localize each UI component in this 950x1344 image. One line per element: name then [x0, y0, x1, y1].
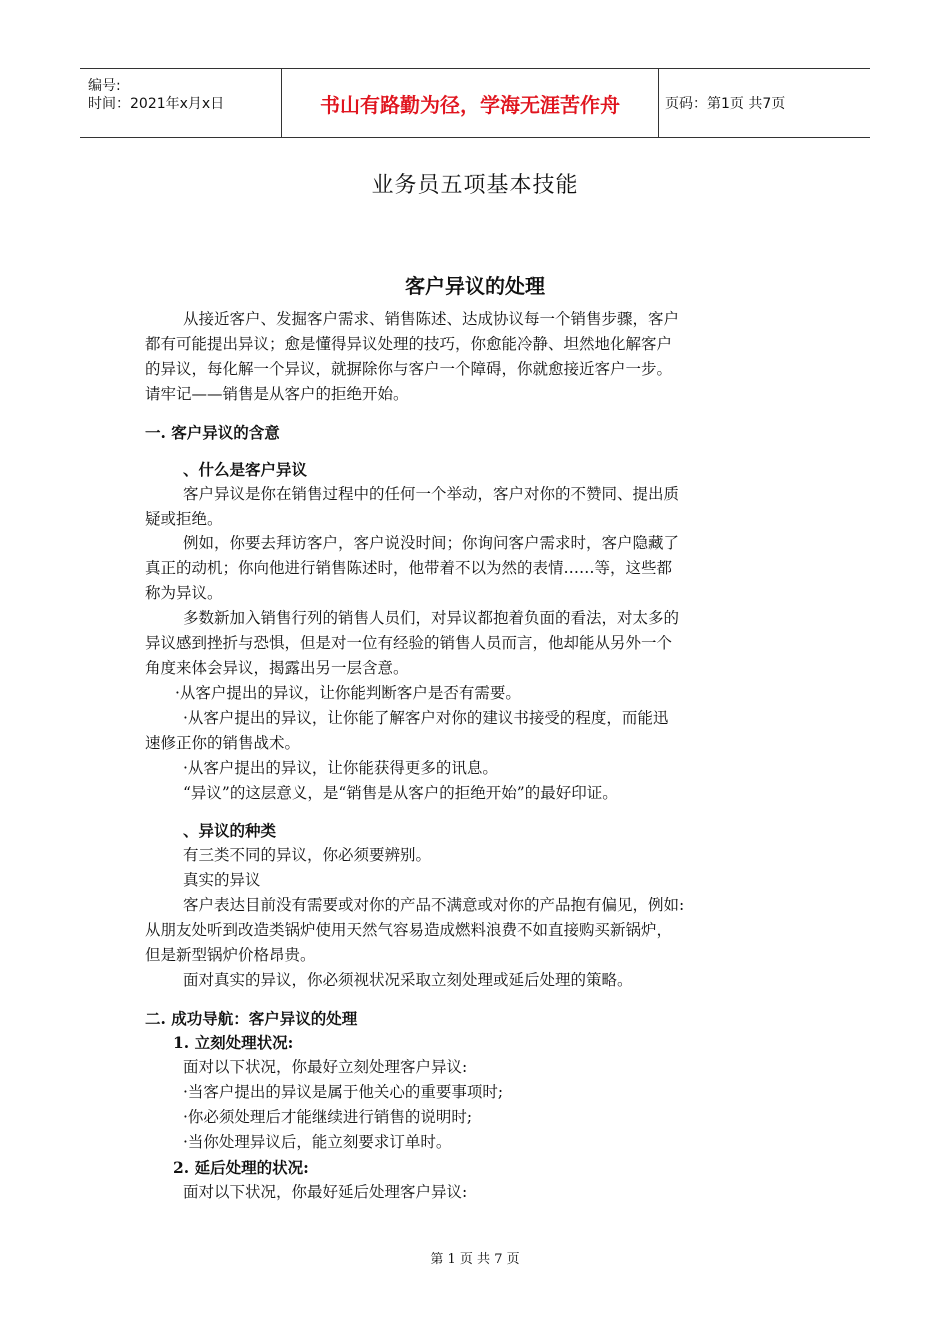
bullet-line: ·从客户提出的异议，让你能获得更多的讯息。: [183, 759, 498, 777]
bullet-line: ·从客户提出的异议，让你能判断客户是否有需要。: [175, 684, 521, 702]
paragraph-line: 请牢记——销售是从客户的拒绝开始。: [145, 385, 409, 403]
page-header: [80, 68, 870, 138]
header-page-code: 页码：第1页 共7页: [665, 96, 786, 112]
paragraph-line: 速修正你的销售战术。: [145, 734, 301, 752]
number-label: 编号:: [88, 78, 121, 94]
paragraph-line: 都有可能提出异议；愈是懂得异议处理的技巧，你愈能冷静、坦然地化解客户: [145, 335, 673, 353]
section-title: 客户异议的处理: [405, 274, 545, 298]
subheading-what-is-objection: 、什么是客户异议: [183, 460, 308, 479]
subheading-delayed: 2. 延后处理的状况:: [173, 1158, 309, 1177]
paragraph-line: 面对以下状况，你最好延后处理客户异议:: [183, 1183, 468, 1201]
paragraph-line: 疑或拒绝。: [145, 510, 223, 528]
paragraph-line: 多数新加入销售行列的销售人员们，对异议都抱着负面的看法，对太多的: [183, 609, 680, 627]
subheading-objection-types: 、异议的种类: [183, 821, 277, 840]
paragraph-line: 从接近客户、发掘客户需求、销售陈述、达成协议每一个销售步骤，客户: [183, 310, 680, 328]
date-label: 时间：2021年x月x日: [88, 96, 225, 112]
paragraph-line: 但是新型锅炉价格昂贵。: [145, 946, 316, 964]
document-title: 业务员五项基本技能: [371, 173, 579, 198]
paragraph-line: 真正的动机；你向他进行销售陈述时，他带着不以为然的表情……等，这些都: [145, 559, 673, 577]
paragraph-line: “异议”的这层意义，是“销售是从客户的拒绝开始”的最好印证。: [183, 784, 618, 802]
paragraph-line: 客户异议是你在销售过程中的任何一个举动，客户对你的不赞同、提出质: [183, 485, 680, 503]
paragraph-line: 面对真实的异议，你必须视状况采取立刻处理或延后处理的策略。: [183, 971, 633, 989]
paragraph-line: 真实的异议: [183, 871, 261, 889]
paragraph-line: 异议感到挫折与恐惧，但是对一位有经验的销售人员而言，他却能从另外一个: [145, 634, 673, 652]
header-motto: 书山有路勤为径，学海无涯苦作舟: [281, 69, 659, 137]
bullet-line: ·当你处理异议后，能立刻要求订单时。: [183, 1133, 452, 1151]
paragraph-line: 例如，你要去拜访客户，客户说没时间；你询问客户需求时，客户隐藏了: [183, 534, 680, 552]
bullet-line: ·你必须处理后才能继续进行销售的说明时;: [183, 1108, 473, 1126]
paragraph-line: 称为异议。: [145, 584, 223, 602]
paragraph-line: 的异议，每化解一个异议，就摒除你与客户一个障碍，你就愈接近客户一步。: [145, 360, 673, 378]
heading-one: 一. 客户异议的含意: [145, 423, 280, 442]
paragraph-line: 有三类不同的异议，你必须要辨别。: [183, 846, 432, 864]
paragraph-line: 从朋友处听到改造类锅炉使用天然气容易造成燃料浪费不如直接购买新锅炉，: [145, 921, 673, 939]
paragraph-line: 角度来体会异议，揭露出另一层含意。: [145, 659, 409, 677]
bullet-line: ·从客户提出的异议，让你能了解客户对你的建议书接受的程度，而能迅: [183, 709, 669, 727]
heading-two: 二. 成功导航：客户异议的处理: [145, 1009, 358, 1028]
page-footer: 第 1 页 共 7 页: [430, 1252, 520, 1267]
paragraph-line: 面对以下状况，你最好立刻处理客户异议:: [183, 1058, 468, 1076]
header-meta-cell: [80, 69, 280, 137]
subheading-immediate: 1. 立刻处理状况:: [173, 1033, 294, 1052]
paragraph-line: 客户表达目前没有需要或对你的产品不满意或对你的产品抱有偏见，例如:: [183, 896, 685, 914]
bullet-line: ·当客户提出的异议是属于他关心的重要事项时;: [183, 1083, 504, 1101]
